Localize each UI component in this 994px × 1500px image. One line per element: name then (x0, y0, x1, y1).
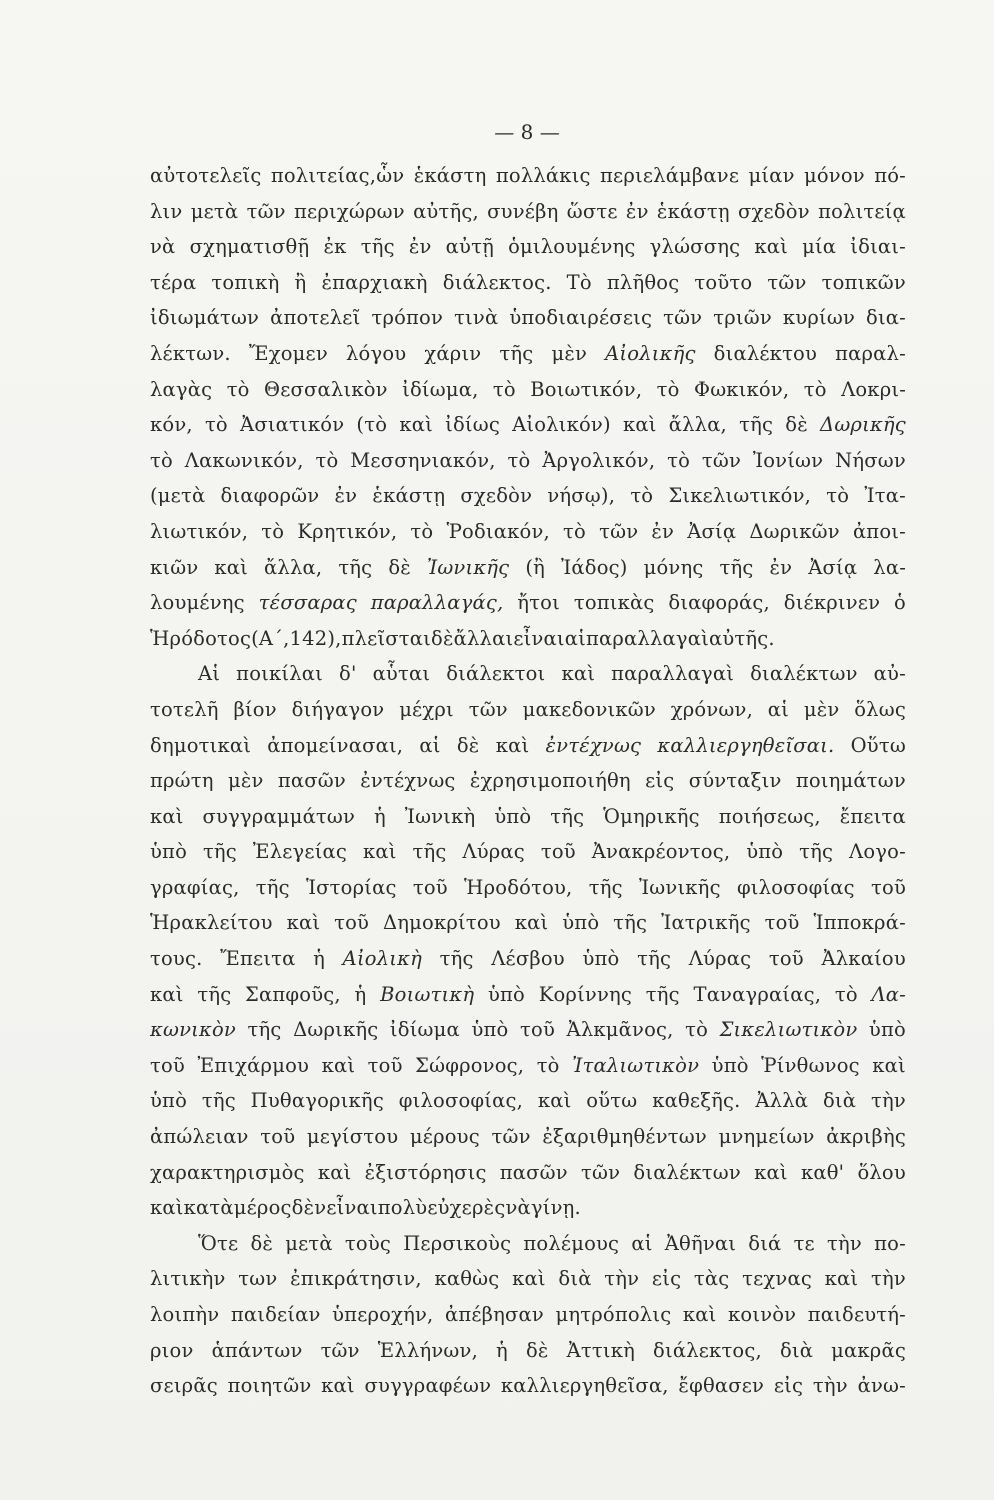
text-line: Αἱ ποικίλαι δ' αὗται διάλεκτοι καὶ παραλλαγαὶ διαλέκτων αὐ- (198, 662, 906, 686)
text-line: Ἡρόδοτος (Α΄, 142), πλεῖσται δὲ ἄλλαι εἶναι αἱ παραλλαγαὶ αὐτῆς. (150, 626, 775, 650)
text-line: καὶ τῆς Σαπφοῦς, ἡ Βοιωτικὴ ὑπὸ Κορίννης τῆς Ταναγραίας, τὸ Λα- (150, 982, 906, 1006)
text-line: τὸ Λακωνικόν, τὸ Μεσσηνιακόν, τὸ Ἀργολικόν, τὸ τῶν Ἰονίων Νήσων (150, 448, 906, 472)
text-line: λιωτικόν, τὸ Κρητικόν, τὸ Ῥοδιακόν, τὸ τῶν ἐν Ἀσίᾳ Δωρικῶν ἀποι- (150, 519, 906, 543)
text-line: νὰ σχηματισθῇ ἐκ τῆς ἐν αὐτῇ ὁμιλουμένης γλώσσης καὶ μία ἰδιαι- (150, 235, 906, 259)
text-line: καὶ συγγραμμάτων ἡ Ἰωνικὴ ὑπὸ τῆς Ὁμηρικῆς ποιήσεως, ἔπειτα (150, 804, 906, 828)
text-line: τους. Ἔπειτα ἡ Αἰολικὴ τῆς Λέσβου ὑπὸ τῆς Λύρας τοῦ Ἀλκαίου (150, 947, 906, 971)
text-line: σειρᾶς ποιητῶν καὶ συγγραφέων καλλιεργηθεῖσα, ἔφθασεν εἰς τὴν ἀνω- (150, 1374, 906, 1398)
text-line: κωνικὸν τῆς Δωρικῆς ἰδίωμα ὑπὸ τοῦ Ἀλκμᾶνος, τὸ Σικελιωτικὸν ὑπὸ (150, 1018, 906, 1042)
text-line: τέρα τοπικὴ ἢ ἐπαρχιακὴ διάλεκτος. Τὸ πλῆθος τοῦτο τῶν τοπικῶν (150, 270, 906, 294)
text-line: λοιπὴν παιδείαν ὑπεροχήν, ἀπέβησαν μητρόπολις καὶ κοινὸν παιδευτή- (150, 1303, 906, 1326)
text-line: Ὅτε δὲ μετὰ τοὺς Περσικοὺς πολέμους αἱ Ἀθῆναι διά τε τὴν πο- (198, 1231, 906, 1255)
page-number: — 8 — (494, 120, 560, 144)
text-line: (μετὰ διαφορῶν ἐν ἑκάστῃ σχεδὸν νήσῳ), τὸ Σικελιωτικόν, τὸ Ἰτα- (150, 484, 906, 508)
text-line: λιτικὴν των ἐπικράτησιν, καθὼς καὶ διὰ τὴν εἰς τὰς τεχνας καὶ τὴν (150, 1267, 906, 1291)
text-line: ἀπώλειαν τοῦ μεγίστου μέρους τῶν ἐξαριθμηθέντων μνημείων ἀκριβὴς (150, 1125, 906, 1149)
text-line: ριον ἁπάντων τῶν Ἑλλήνων, ἡ δὲ Ἀττικὴ διάλεκτος, διὰ μακρᾶς (150, 1338, 906, 1362)
text-line: αὐτοτελεῖς πολιτείας,ὧν ἑκάστη πολλάκις περιελάμβανε μίαν μόνον πό- (150, 164, 906, 187)
text-line: τοῦ Ἐπιχάρμου καὶ τοῦ Σώφρονος, τὸ Ἰταλιωτικὸν ὑπὸ Ῥίνθωνος καὶ (150, 1053, 906, 1077)
text-line: τοτελῆ βίον διήγαγον μέχρι τῶν μακεδονικῶν χρόνων, αἱ μὲν ὅλως (150, 697, 906, 721)
text-line: κιῶν καὶ ἄλλα, τῆς δὲ Ἰωνικῆς (ἢ Ἰάδος) μόνης τῆς ἐν Ἀσίᾳ λα- (150, 555, 906, 579)
text-line: ἰδιωμάτων ἀποτελεῖ τρόπον τινὰ ὑποδιαιρέσεις τῶν τριῶν κυρίων δια- (150, 306, 906, 330)
text-line: γραφίας, τῆς Ἱστορίας τοῦ Ἡροδότου, τῆς Ἰωνικῆς φιλοσοφίας τοῦ (150, 875, 906, 899)
text-line: ὑπὸ τῆς Ἐλεγείας καὶ τῆς Λύρας τοῦ Ἀνακρέοντος, ὑπὸ τῆς Λογο- (150, 840, 906, 864)
text-line: ὑπὸ τῆς Πυθαγορικῆς φιλοσοφίας, καὶ οὕτω καθεξῆς. Ἀλλὰ διὰ τὴν (150, 1089, 906, 1113)
text-line: κόν, τὸ Ἀσιατικόν (τὸ καὶ ἰδίως Αἰολικόν) καὶ ἄλλα, τῆς δὲ Δωρικῆς (150, 413, 906, 437)
text-line: δημοτικαὶ ἀπομείνασαι, αἱ δὲ καὶ ἐντέχνως καλλιεργηθεῖσαι. Οὕτω (150, 733, 906, 757)
text-line: λέκτων. Ἔχομεν λόγου χάριν τῆς μὲν Αἰολικῆς διαλέκτου παραλ- (150, 341, 906, 365)
text-line: πρώτη μὲν πασῶν ἐντέχνως ἐχρησιμοποιήθη εἰς σύνταξιν ποιημάτων (150, 769, 906, 793)
text-line: χαρακτηρισμὸς καὶ ἐξιστόρησις πασῶν τῶν διαλέκτων καὶ καθ' ὅλου (150, 1160, 906, 1184)
text-line: λαγὰς τὸ Θεσσαλικὸν ἰδίωμα, τὸ Βοιωτικόν, τὸ Φωκικόν, τὸ Λοκρι- (150, 377, 906, 401)
text-line: λιν μετὰ τῶν περιχώρων αὐτῆς, συνέβη ὥστε ἐν ἑκάστῃ σχεδὸν πολιτείᾳ (150, 199, 906, 223)
text-line: Ἡρακλείτου καὶ τοῦ Δημοκρίτου καὶ ὑπὸ τῆς Ἰατρικῆς τοῦ Ἱπποκρά- (150, 911, 906, 935)
text-line: λουμένης τέσσαρας παραλλαγάς, ἤτοι τοπικὰς διαφοράς, διέκρινεν ὁ (150, 591, 906, 615)
text-line: καὶ κατὰ μέρος δὲν εἶναι πολὺ εὐχερὲς νὰ γίνῃ. (150, 1196, 581, 1220)
body-text (150, 158, 906, 1404)
